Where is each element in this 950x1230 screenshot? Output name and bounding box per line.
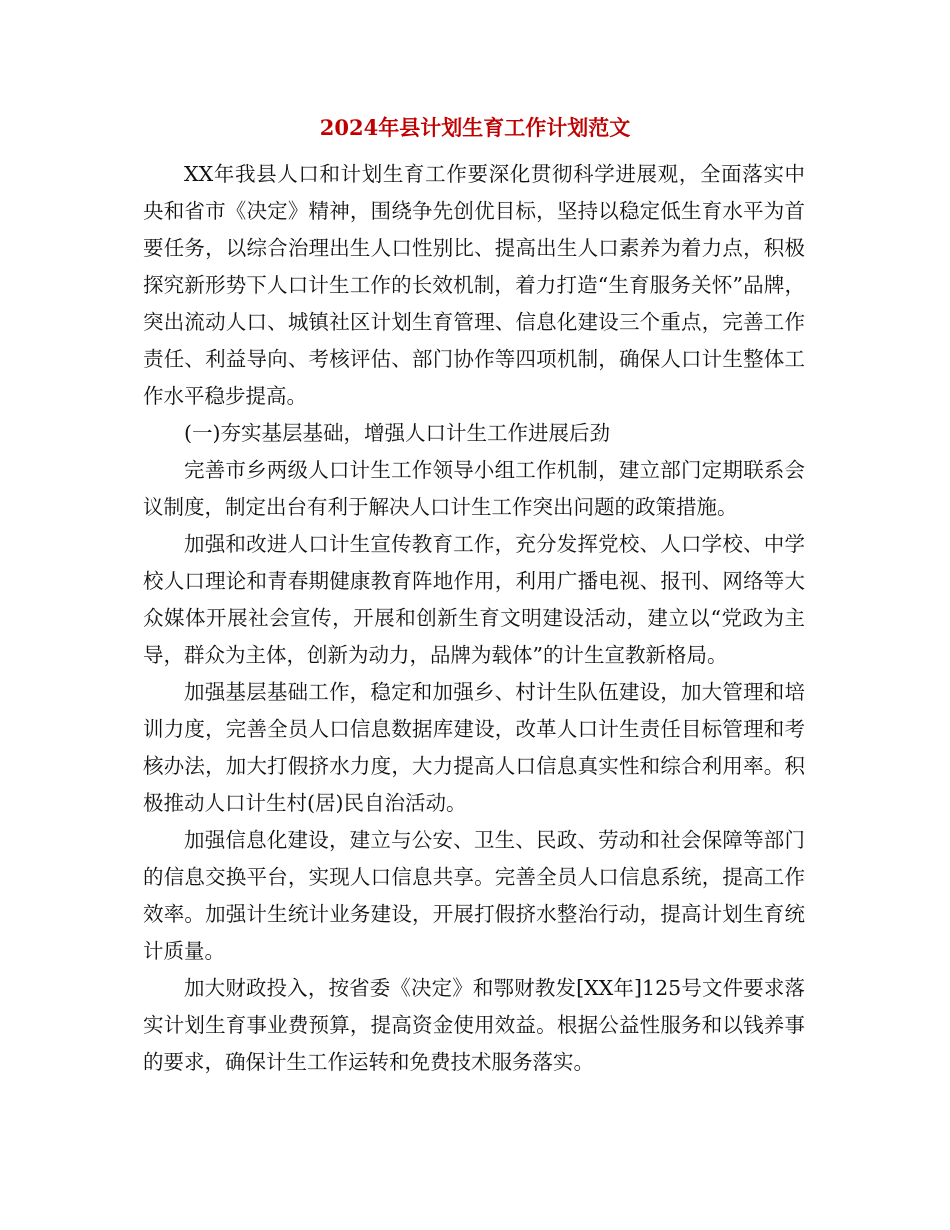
paragraph-informatization: 加强信息化建设，建立与公安、卫生、民政、劳动和社会保障等部门的信息交换平台，实现人口信息共享。完善全员人口信息系统，提高工作效率。加强计生统计业务建设，开展打假挤水整治行动，提高计划生育统计质量。 bbox=[143, 828, 805, 963]
paragraph-intro: XX年我县人口和计划生育工作要深化贯彻科学进展观，全面落实中央和省市《决定》精神，围绕争先创优目标，坚持以稳定低生育水平为首要任务，以综合治理出生人口性别比、提高出生人口素养为着力点，积极探究新形势下人口计生工作的长效机制，着力打造“生育服务关怀”品牌，突出流动人口、城镇社区计划生育管理、信息化建设三个重点，完善工作责任、利益导向、考核评估、部门协作等四项机制，确保人口计生整体工作水平稳步提高。 bbox=[143, 162, 805, 408]
paragraph-publicity: 加强和改进人口计生宣传教育工作，充分发挥党校、人口学校、中学校人口理论和青春期健康教育阵地作用，利用广播电视、报刊、网络等大众媒体开展社会宣传，开展和创新生育文明建设活动，建立以“党政为主导，群众为主体，创新为动力，品牌为载体”的计生宣教新格局。 bbox=[143, 532, 805, 667]
section-heading-1: (一)夯实基层基础，增强人口计生工作进展后劲 bbox=[184, 421, 610, 445]
paragraph-finance: 加大财政投入，按省委《决定》和鄂财教发[XX年]125号文件要求落实计划生育事业费预算，提高资金使用效益。根据公益性服务和以钱养事的要求，确保计生工作运转和免费技术服务落实。 bbox=[143, 976, 805, 1074]
document-body bbox=[143, 156, 805, 1081]
paragraph-leadership: 完善市乡两级人口计生工作领导小组工作机制，建立部门定期联系会议制度，制定出台有利于解决人口计生工作突出问题的政策措施。 bbox=[143, 458, 805, 519]
document-title: 2024年县计划生育工作计划范文 bbox=[319, 115, 631, 140]
paragraph-grassroots: 加强基层基础工作，稳定和加强乡、村计生队伍建设，加大管理和培训力度，完善全员人口信息数据库建设，改革人口计生责任目标管理和考核办法，加大打假挤水力度，大力提高人口信息真实性和综合利用率。积极推动人口计生村(居)民自治活动。 bbox=[143, 680, 805, 815]
